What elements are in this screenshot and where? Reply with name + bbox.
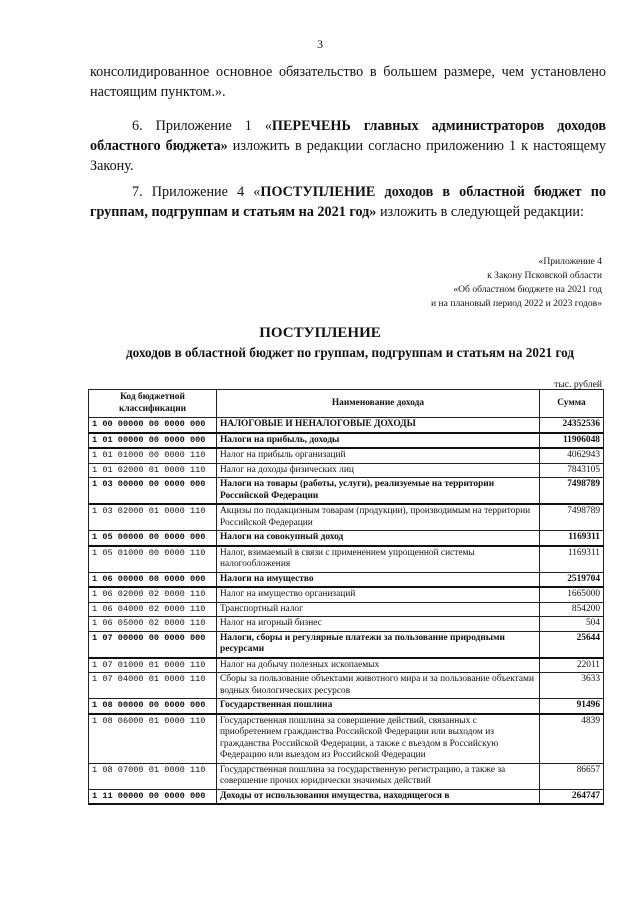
- cell-name: Налоги на совокупный доход: [217, 531, 540, 546]
- attachment-line-4: и на плановый период 2022 и 2023 годов»: [431, 298, 602, 309]
- cell-sum: 2519704: [540, 572, 604, 587]
- cell-code: 1 01 00000 00 0000 000: [89, 433, 217, 449]
- cell-code: 1 07 04000 01 0000 110: [89, 673, 217, 699]
- document-title: ПОСТУПЛЕНИЕ: [259, 325, 381, 341]
- cell-sum: 7498789: [540, 478, 604, 505]
- attachment-reference: [302, 255, 602, 311]
- paragraph-7: [90, 182, 606, 222]
- paragraph-6-suffix: изложить в редакции согласно приложению 1 к настоящему Закону.: [90, 138, 606, 174]
- cell-sum: 86657: [540, 763, 604, 789]
- table-row: [89, 714, 604, 764]
- cell-code: 1 03 00000 00 0000 000: [89, 478, 217, 505]
- cell-sum: 4062943: [540, 448, 604, 463]
- cell-name: Налоги, сборы и регулярные платежи за пользование природными ресурсами: [217, 631, 540, 658]
- cell-code: 1 01 01000 00 0000 110: [89, 448, 217, 463]
- cell-code: 1 01 02000 01 0000 110: [89, 463, 217, 478]
- cell-code: 1 11 00000 00 0000 000: [89, 789, 217, 804]
- table-row: [89, 546, 604, 573]
- cell-name: Сборы за пользование объектами животного мира и за пользование объектами водных биологических ресурсов: [217, 673, 540, 699]
- table-row: [89, 572, 604, 587]
- cell-code: 1 06 05000 02 0000 110: [89, 617, 217, 632]
- cell-name: Государственная пошлина за государственную регистрацию, а также за совершение прочих юридически значимых действий: [217, 763, 540, 789]
- table-row: [89, 617, 604, 632]
- table-row: [89, 789, 604, 804]
- cell-name: Налоги на имущество: [217, 572, 540, 587]
- cell-name: Налог на доходы физических лиц: [217, 463, 540, 478]
- cell-name: Государственная пошлина: [217, 699, 540, 714]
- cell-code: 1 06 04000 02 0000 110: [89, 602, 217, 617]
- cell-sum: 22011: [540, 658, 604, 673]
- cell-sum: 1665000: [540, 587, 604, 602]
- cell-code: 1 00 00000 00 0000 000: [89, 418, 217, 433]
- cell-code: 1 03 02000 01 0000 110: [89, 504, 217, 531]
- paragraph-continuation: консолидированное основное обязательство в большем размере, чем установлено настоящим пунктом.».: [90, 64, 606, 100]
- cell-code: 1 06 00000 00 0000 000: [89, 572, 217, 587]
- cell-code: 1 06 02000 02 0000 110: [89, 587, 217, 602]
- cell-code: 1 08 06000 01 0000 110: [89, 714, 217, 764]
- table-header-row: [89, 390, 604, 418]
- table-row: [89, 673, 604, 699]
- cell-name: Налог на добычу полезных ископаемых: [217, 658, 540, 673]
- document-subtitle: доходов в областной бюджет по группам, подгруппам и статьям на 2021 год: [126, 345, 574, 360]
- cell-sum: 504: [540, 617, 604, 632]
- cell-name: Налоги на прибыль, доходы: [217, 433, 540, 449]
- table-row: [89, 699, 604, 714]
- cell-sum: 3633: [540, 673, 604, 699]
- table-row: [89, 602, 604, 617]
- table-row: [89, 531, 604, 546]
- attachment-line-2: к Закону Псковской области: [487, 270, 602, 281]
- table-row: [89, 587, 604, 602]
- cell-sum: 7843105: [540, 463, 604, 478]
- cell-name: Акцизы по подакцизным товарам (продукции), производимым на территории Российской Федерации: [217, 504, 540, 531]
- table-row: [89, 658, 604, 673]
- header-name: Наименование дохода: [217, 390, 540, 418]
- cell-code: 1 05 01000 00 0000 110: [89, 546, 217, 573]
- paragraph-6-prefix: 6. Приложение 1 «: [132, 118, 272, 134]
- cell-sum: 4839: [540, 714, 604, 764]
- cell-code: 1 08 00000 00 0000 000: [89, 699, 217, 714]
- cell-name: Транспортный налог: [217, 602, 540, 617]
- header-sum: Сумма: [540, 390, 604, 418]
- attachment-line-3: «Об областном бюджете на 2021 год: [453, 284, 602, 295]
- cell-sum: 854200: [540, 602, 604, 617]
- cell-sum: 1169311: [540, 546, 604, 573]
- cell-name: Налог на игорный бизнес: [217, 617, 540, 632]
- header-code: Код бюджетной классификации: [89, 390, 217, 418]
- cell-sum: 11906048: [540, 433, 604, 449]
- cell-name: Доходы от использования имущества, находящегося в: [217, 789, 540, 804]
- revenue-table: [88, 389, 604, 805]
- units-label: тыс. рублей: [554, 379, 602, 390]
- cell-sum: 24352536: [540, 418, 604, 433]
- cell-sum: 91496: [540, 699, 604, 714]
- cell-code: 1 05 00000 00 0000 000: [89, 531, 217, 546]
- table-row: [89, 763, 604, 789]
- cell-sum: 264747: [540, 789, 604, 804]
- paragraph-6: [90, 116, 606, 176]
- page-number: 3: [317, 37, 323, 51]
- table-row: [89, 418, 604, 433]
- paragraph-7-prefix: 7. Приложение 4 «: [132, 184, 261, 200]
- table-row: [89, 478, 604, 505]
- table-row: [89, 448, 604, 463]
- table-row: [89, 504, 604, 531]
- cell-name: Налог, взимаемый в связи с применением упрощенной системы налогообложения: [217, 546, 540, 573]
- cell-name: Государственная пошлина за совершение действий, связанных с приобретением гражданства Российской Федерации или выходом из гражданства Российской Федерации, а также с въездом в Российскую Федерацию или выездом из Российской Федерации: [217, 714, 540, 764]
- cell-name: Налог на прибыль организаций: [217, 448, 540, 463]
- table-row: [89, 631, 604, 658]
- paragraph-6-bold: ПЕРЕЧЕНЬ главных администраторов доходов областного бюджета»: [90, 118, 606, 154]
- cell-name: Налог на имущество организаций: [217, 587, 540, 602]
- cell-code: 1 08 07000 01 0000 110: [89, 763, 217, 789]
- cell-name: Налоги на товары (работы, услуги), реализуемые на территории Российской Федерации: [217, 478, 540, 505]
- paragraph-7-bold: ПОСТУПЛЕНИЕ доходов в областной бюджет по группам, подгруппам и статьям на 2021 год»: [90, 184, 606, 220]
- attachment-line-1: «Приложение 4: [538, 256, 602, 267]
- cell-code: 1 07 01000 01 0000 110: [89, 658, 217, 673]
- cell-sum: 1169311: [540, 531, 604, 546]
- table-row: [89, 463, 604, 478]
- cell-sum: 7498789: [540, 504, 604, 531]
- table-row: [89, 433, 604, 449]
- cell-sum: 25644: [540, 631, 604, 658]
- cell-code: 1 07 00000 00 0000 000: [89, 631, 217, 658]
- paragraph-7-suffix: изложить в следующей редакции:: [376, 204, 584, 220]
- cell-name: НАЛОГОВЫЕ И НЕНАЛОГОВЫЕ ДОХОДЫ: [217, 418, 540, 433]
